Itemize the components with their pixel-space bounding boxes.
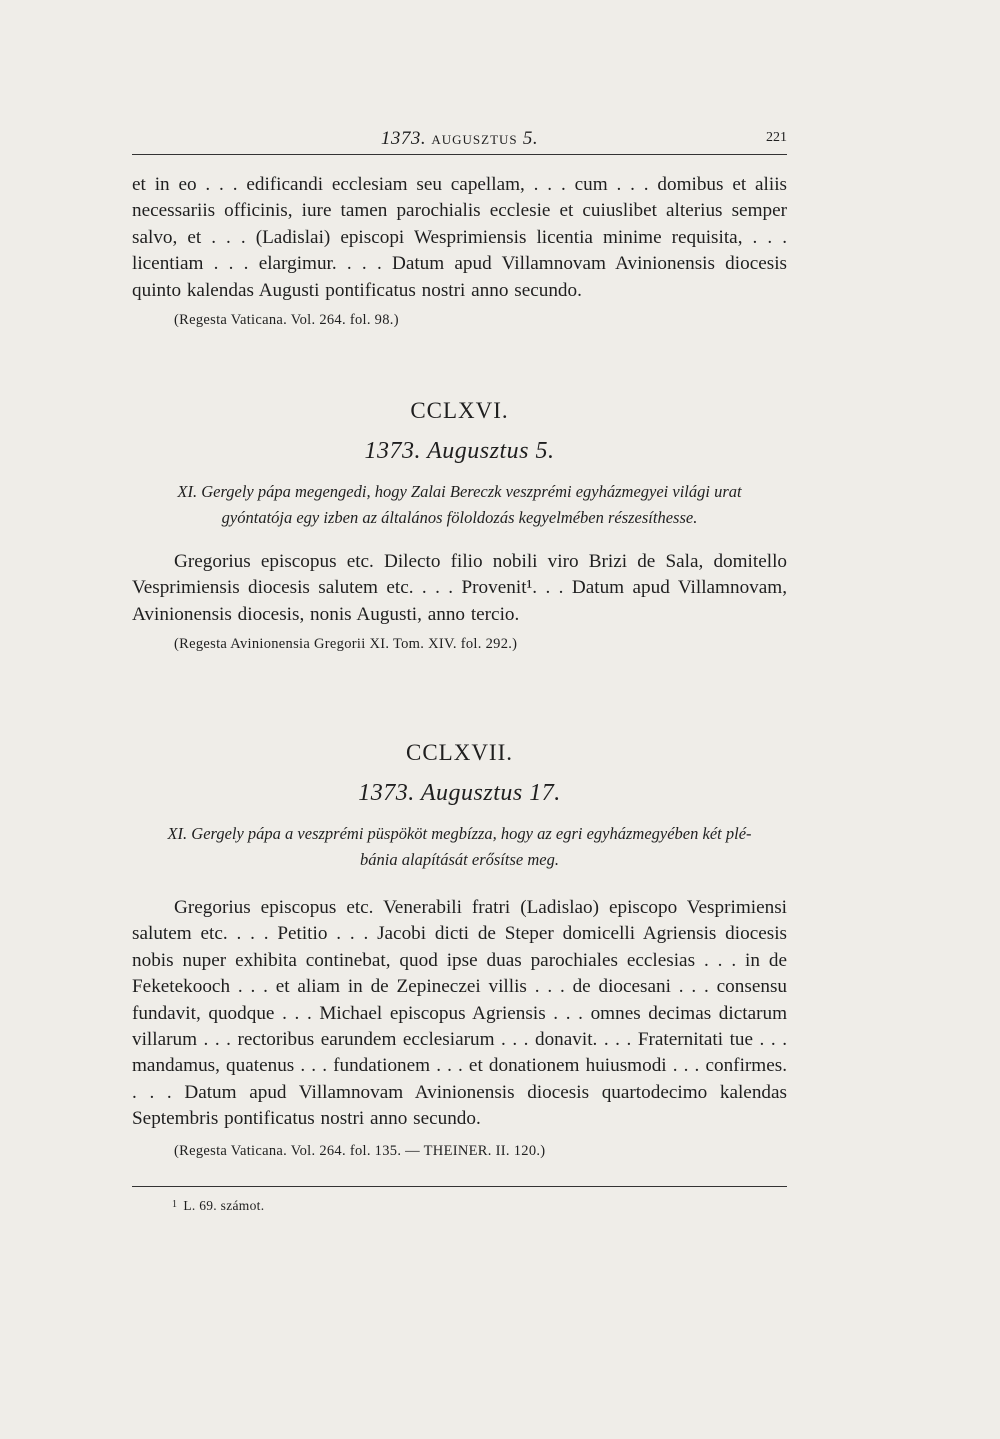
entry-266-summary-line2: gyóntatója egy izben az általános föloldozás kegyelmében részesíthesse. bbox=[221, 508, 698, 527]
entry-267-text: Gregorius episcopus etc. Venerabili fratri (Ladislao) episcopo Vesprimiensi salutem etc. . . . Petitio . . . Jacobi dicti de Steper domicelli Agriensis diocesis nobis nuper exhibita continebat, quod ipse duas parochiales ecclesias . . . in de Feketekooch . . . et aliam in de Zepineczei villis . . . de diocesani . . . consensu fundavit, quodque . . . Michael episcopus Agriensis . . . omnes decimas dictarum villarum . . . rectoribus earundem ecclesiarum . . . donavit. . . . Fraternitati tue . . . mandamus, quatenus . . . fundationem . . . et donationem huiusmodi . . . confirmes. . . . Datum apud Villamnovam Avinionensis diocesis quartodecimo kalendas Septembris pontificatus nostri anno secundo. bbox=[132, 897, 787, 1130]
footnote-divider bbox=[132, 1186, 787, 1187]
previous-entry-source: (Regesta Vaticana. Vol. 264. fol. 98.) bbox=[174, 312, 399, 329]
entry-266-source: (Regesta Avinionensia Gregorii XI. Tom. XIV. fol. 292.) bbox=[174, 636, 518, 653]
entry-266-date: 1373. Augusztus 5. bbox=[364, 438, 555, 464]
entry-267-summary-line2: bánia alapítását erősítse meg. bbox=[360, 850, 559, 869]
header-day: 5. bbox=[522, 128, 539, 149]
header-year: 1373. bbox=[380, 128, 427, 149]
entry-266 bbox=[132, 398, 787, 653]
footnote-text: L. 69. számot. bbox=[183, 1198, 265, 1213]
entry-267-source: (Regesta Vaticana. Vol. 264. fol. 135. — THEINER. II. 120.) bbox=[174, 1142, 546, 1159]
entry-267-summary-line1: XI. Gergely pápa a veszprémi püspököt megbízza, hogy az egri egyházmegyében két plé- bbox=[167, 824, 752, 843]
entry-267-numeral: CCLXVII. bbox=[405, 740, 514, 765]
entry-266-text: Gregorius episcopus etc. Dilecto filio nobili viro Brizi de Sala, domitello Vesprimiensis diocesis salutem etc. . . . Provenit¹. . . Datum apud Villamnovam, Avinionensis diocesis, nonis Augusti, anno tercio. bbox=[132, 551, 787, 625]
previous-entry-continuation bbox=[132, 172, 787, 329]
header-month: AUGUSZTUS bbox=[431, 132, 518, 147]
previous-entry-text: et in eo . . . edificandi ecclesiam seu capellam, . . . cum . . . domibus et aliis necessariis officinis, iure tamen parochialis ecclesie et cuiuslibet alterius semper salvo, et . . . (Ladislai) episcopi Wesprimiensis licentia minime requisita, . . . licentiam . . . elargimur. . . . Datum apud Villamnovam Avinionensis diocesis quinto kalendas Augusti pontificatus nostri anno secundo. bbox=[132, 174, 787, 301]
page-number: 221 bbox=[766, 130, 787, 145]
footnote bbox=[172, 1198, 264, 1214]
entry-266-summary-line1: XI. Gergely pápa megengedi, hogy Zalai Bereczk veszprémi egyházmegyei világi urat bbox=[177, 482, 742, 501]
header-title bbox=[132, 128, 787, 150]
footnote-mark: 1 bbox=[172, 1199, 178, 1210]
entry-267-date: 1373. Augusztus 17. bbox=[358, 780, 561, 806]
entry-266-numeral: CCLXVI. bbox=[410, 398, 509, 423]
running-header bbox=[132, 128, 787, 155]
entry-267 bbox=[132, 740, 787, 1160]
